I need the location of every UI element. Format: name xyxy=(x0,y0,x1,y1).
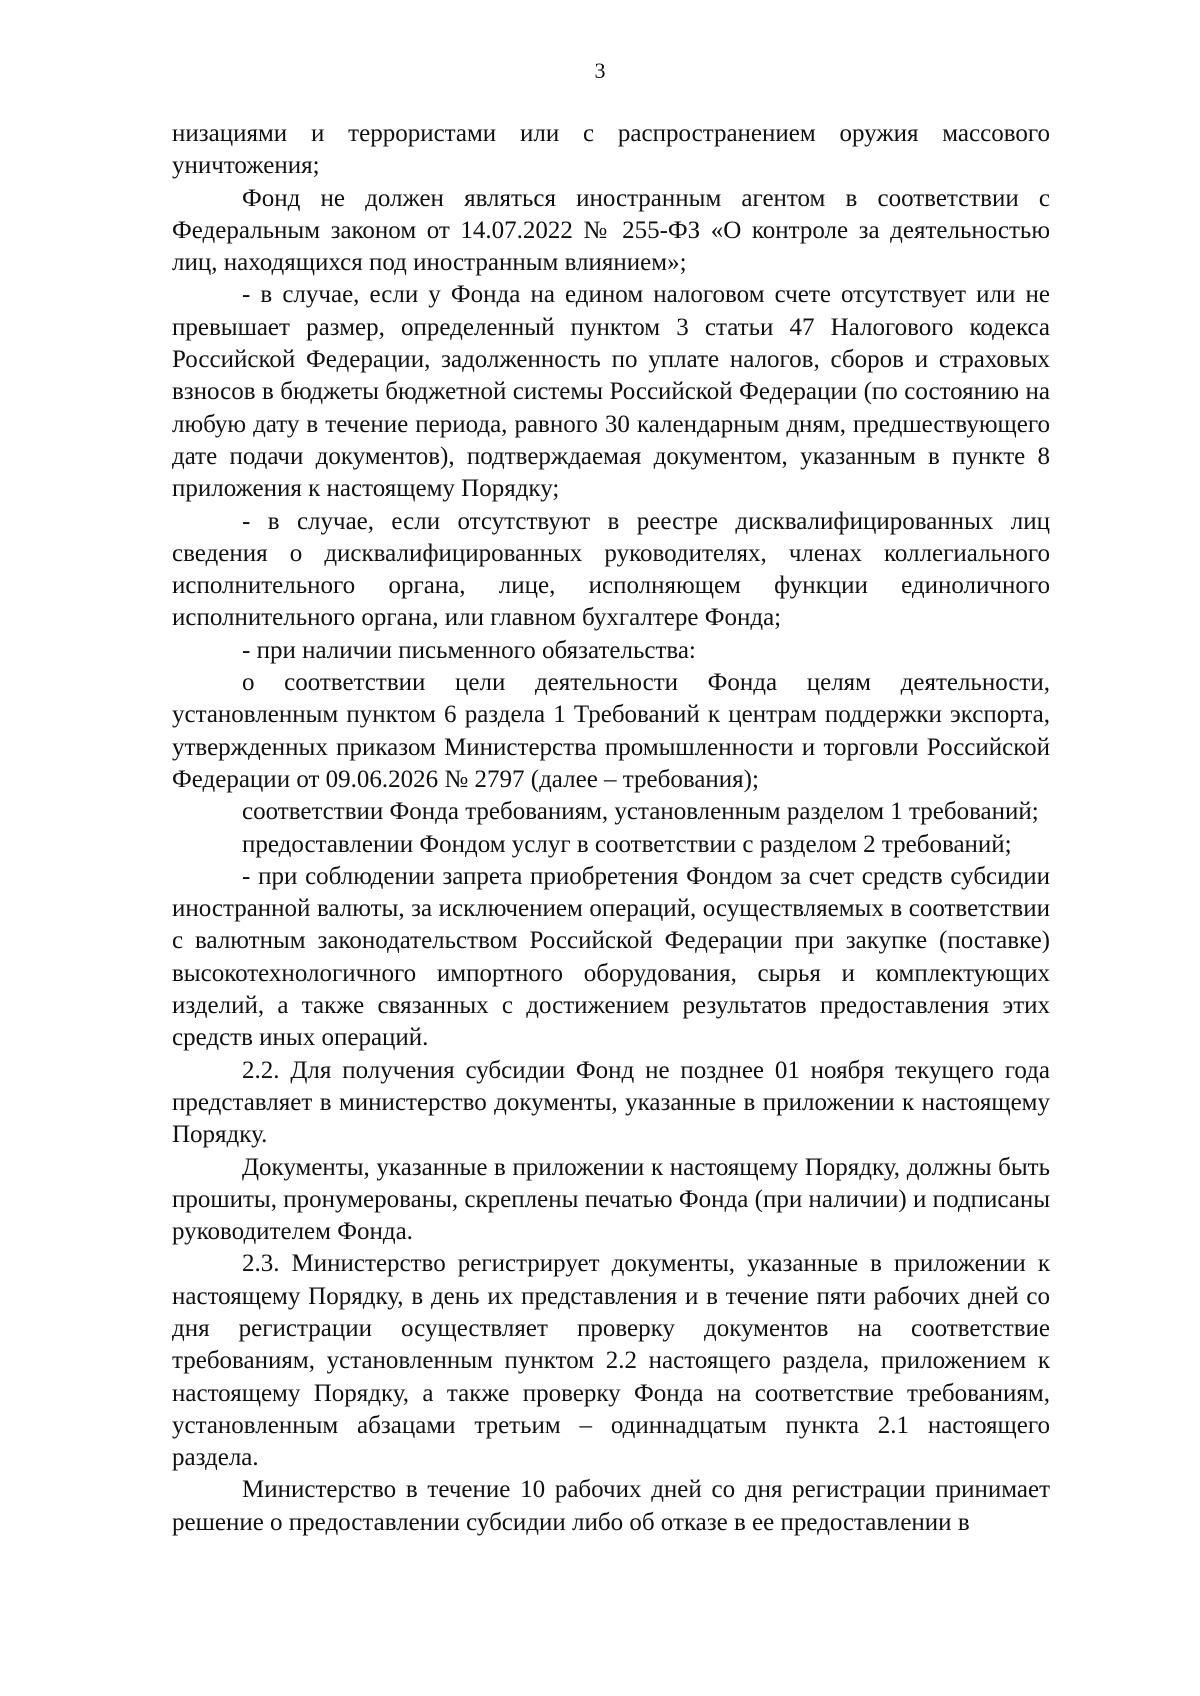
paragraph: 2.2. Для получения субсидии Фонд не позднее 01 ноября текущего года представляет в министерство документы, указанные в приложении к настоящему Порядку. xyxy=(172,1056,1050,1149)
paragraph: - в случае, если отсутствуют в реестре дисквалифицированных лиц сведения о дисквалифицированных руководителях, членах коллегиального исполнительного органа, лице, исполняющем функции единоличного исполнительного органа, или главном бухгалтере Фонда; xyxy=(172,507,1050,632)
page-number: 3 xyxy=(594,58,606,83)
paragraph: - при наличии письменного обязательства: xyxy=(242,636,696,664)
paragraph: - в случае, если у Фонда на едином налоговом счете отсутствует или не превышает размер, определенный пунктом 3 статьи 47 Налогового кодекса Российской Федерации, задолженность по уплате налогов, сборов и страховых взносов в бюджеты бюджетной системы Российской Федерации (по состоянию на любую дату в течение периода, равного 30 календарным дням, предшествующего дате подачи документов), подтверждаемая документом, указанным в пункте 8 приложения к настоящему Порядку; xyxy=(172,281,1050,503)
paragraph: соответствии Фонда требованиям, установленным разделом 1 требований; xyxy=(242,798,1039,826)
paragraph: низациями и террористами или с распространением оружия массового уничтожения; xyxy=(172,120,1050,180)
document-body xyxy=(172,118,1050,1539)
paragraph: Министерство в течение 10 рабочих дней со дня регистрации принимает решение о предоставлении субсидии либо об отказе в ее предоставлении в xyxy=(172,1476,1050,1536)
paragraph: Фонд не должен являться иностранным агентом в соответствии с Федеральным законом от 14.07.2022 № 255-ФЗ «О контроле за деятельностью лиц, находящихся под иностранным влиянием»; xyxy=(172,184,1050,277)
paragraph: Документы, указанные в приложении к настоящему Порядку, должны быть прошиты, пронумерованы, скреплены печатью Фонда (при наличии) и подписаны руководителем Фонда. xyxy=(172,1153,1050,1246)
paragraph: - при соблюдении запрета приобретения Фондом за счет средств субсидии иностранной валюты, за исключением операций, осуществляемых в соответствии с валютным законодательством Российской Федерации при закупке (поставке) высокотехнологичного импортного оборудования, сырья и комплектующих изделий, а также связанных с достижением результатов предоставления этих средств иных операций. xyxy=(172,862,1050,1052)
paragraph: предоставлении Фондом услуг в соответствии с разделом 2 требований; xyxy=(242,830,1012,858)
paragraph: 2.3. Министерство регистрирует документы, указанные в приложении к настоящему Порядку, в день их представления и в течение пяти рабочих дней со дня регистрации осуществляет проверку документов на соответствие требованиям, установленным пунктом 2.2 настоящего раздела, приложением к настоящему Порядку, а также проверку Фонда на соответствие требованиям, установленным абзацами третьим – одиннадцатым пункта 2.1 настоящего раздела. xyxy=(172,1250,1050,1472)
paragraph: о соответствии цели деятельности Фонда целям деятельности, установленным пунктом 6 раздела 1 Требований к центрам поддержки экспорта, утвержденных приказом Министерства промышленности и торговли Российской Федерации от 09.06.2026 № 2797 (далее – требования); xyxy=(172,669,1050,793)
